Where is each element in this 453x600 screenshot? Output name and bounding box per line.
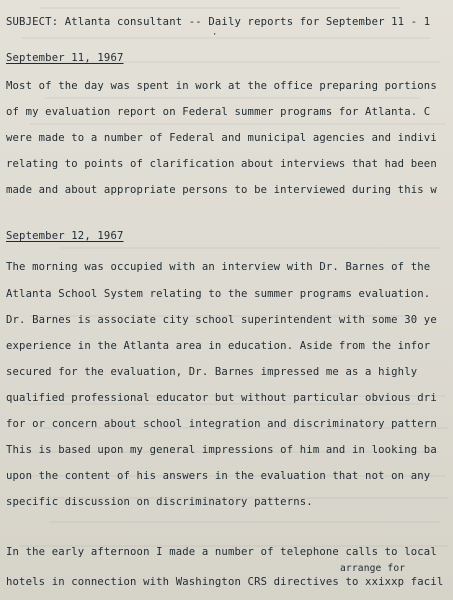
- subject-line: SUBJECT: Atlanta consultant -- Daily reports for September 11 - 1: [6, 16, 431, 28]
- entry-date-heading: September 12, 1967: [6, 230, 124, 242]
- entry-text-line: The morning was occupied with an interview with Dr. Barnes of the: [6, 261, 431, 273]
- entry-text-line: qualified professional educator but without particular obvious dri: [6, 392, 437, 404]
- stray-mark: ·: [212, 30, 218, 40]
- entry-text-line: of my evaluation report on Federal summer programs for Atlanta. C: [6, 106, 431, 118]
- closing-text-line: In the early afternoon I made a number of telephone calls to local: [6, 546, 437, 558]
- entry-date-heading: September 11, 1967: [6, 52, 124, 64]
- entry-text-line: This is based upon my general impressions of him and in looking ba: [6, 444, 437, 456]
- closing-text-line: hotels in connection with Washington CRS directives to xxixxp facil: [6, 576, 444, 588]
- entry-text-line: for or concern about school integration and discriminatory pattern: [6, 418, 437, 430]
- entry-text-line: relating to points of clarification about interviews that had been: [6, 158, 437, 170]
- entry-text-line: were made to a number of Federal and municipal agencies and indivi: [6, 132, 437, 144]
- entry-text-line: secured for the evaluation, Dr. Barnes impressed me as a highly: [6, 366, 418, 378]
- entry-text-line: specific discussion on discriminatory patterns.: [6, 496, 313, 508]
- entry-text-line: Atlanta School System relating to the summer programs evaluation.: [6, 288, 431, 300]
- entry-text-line: Dr. Barnes is associate city school superintendent with some 30 ye: [6, 314, 437, 326]
- entry-text-line: Most of the day was spent in work at the office preparing portions: [6, 80, 437, 92]
- typed-insertion: arrange for: [340, 563, 406, 574]
- entry-text-line: upon the content of his answers in the evaluation that not on any: [6, 470, 431, 482]
- entry-text-line: made and about appropriate persons to be interviewed during this w: [6, 184, 437, 196]
- entry-text-line: experience in the Atlanta area in education. Aside from the infor: [6, 340, 431, 352]
